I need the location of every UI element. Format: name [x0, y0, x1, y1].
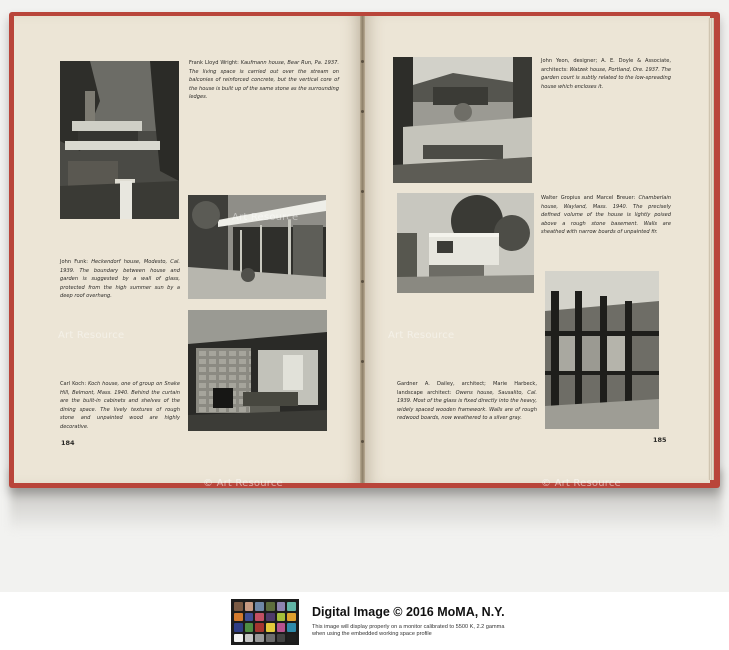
archive-footer [0, 592, 729, 650]
watermark: Art Resource [58, 330, 125, 341]
color-swatch [287, 634, 296, 643]
calibration-note: This image will display properly on a monitor calibrated to 5500 K, 2.2 gamma when using the embedded working space profile [312, 624, 505, 638]
color-swatch [255, 613, 264, 622]
left-page [14, 16, 362, 483]
color-swatch [245, 613, 254, 622]
watermark: © Art Resource [203, 478, 283, 489]
color-swatch [255, 634, 264, 643]
stitch-mark [361, 360, 364, 363]
watermark: Art Resource [232, 212, 299, 223]
stitch-mark [361, 280, 364, 283]
photo-heckendorf-house [188, 195, 326, 299]
caption-architect: Carl Koch: [60, 381, 87, 387]
color-swatch [266, 602, 275, 611]
stitch-mark [361, 190, 364, 193]
color-swatch [245, 634, 254, 643]
color-swatch [287, 613, 296, 622]
caption-architect: John Funk: [60, 259, 89, 265]
caption-chamberlain [541, 194, 671, 237]
right-page [364, 16, 710, 483]
color-swatch [277, 602, 286, 611]
color-swatch [245, 623, 254, 632]
color-swatch [234, 623, 243, 632]
photo-owens-house [545, 271, 659, 429]
color-calibration-chart [231, 599, 299, 645]
color-swatch [277, 623, 286, 632]
page-number-right: 185 [653, 436, 667, 444]
caption-text: Koch house, one of group on Snake Hill, Belmont, Mass. 1940. Behind the curtain are the built-in cabinets and shelves of the dining space. The lively textures of rough stone and unpainted wood are highly decorative. [60, 381, 180, 430]
color-swatch [277, 613, 286, 622]
caption-architect: Walter Gropius and Marcel Breuer: [541, 195, 636, 201]
stitch-mark [361, 440, 364, 443]
stitch-mark [361, 110, 364, 113]
book-gutter [360, 16, 365, 483]
color-swatch [287, 602, 296, 611]
color-swatch [234, 602, 243, 611]
watermark: © Art Resource [541, 478, 621, 489]
watermark: Art Resource [388, 330, 455, 341]
caption-watzek [541, 57, 671, 91]
caption-text: Watzek house, Portland, Ore. 1937. The garden court is subtly related to the low-spreading house which encloses it. [541, 66, 672, 90]
color-swatch [255, 602, 264, 611]
caption-architect: John Yeon, designer; A. E. Doyle & Associate, architects: [541, 58, 671, 73]
caption-owens [397, 380, 537, 423]
color-swatch [255, 623, 264, 632]
color-swatch [234, 634, 243, 643]
caption-text: Heckendorf house, Modesto, Cal. 1939. The boundary between house and garden is suggested by a wall of glass, protected from the high summer sun by a deep roof overhang. [60, 259, 181, 300]
caption-architect: Frank Lloyd Wright: [189, 60, 239, 66]
color-swatch [234, 613, 243, 622]
color-swatch [277, 634, 286, 643]
image-credit: Digital Image © 2016 MoMA, N.Y. [312, 605, 505, 619]
page-edges [708, 18, 714, 480]
caption-heckendorf [60, 258, 180, 301]
color-swatch [266, 623, 275, 632]
color-swatch [287, 623, 296, 632]
color-swatch [245, 602, 254, 611]
stitch-mark [361, 60, 364, 63]
caption-text: Kaufmann house, Bear Run, Pa. 1937. The living space is carried out over the stream on balconies of reinforced concrete, but the vertical core of the house is built up of the same stone as the surrounding ledges. [189, 60, 339, 101]
caption-text: Owens house, Sausalito, Cal. 1939. Most of the glass is fixed directly into the heavy, widely spaced wooden framework. Walls are of rough redwood boards, now weathered to a silver gray. [397, 389, 537, 422]
photo-watzek-house [393, 57, 532, 183]
color-swatch [266, 634, 275, 643]
page-number-left: 184 [61, 439, 75, 447]
photo-kaufmann-house [60, 61, 179, 219]
caption-text: Chamberlain house, Wayland, Mass. 1940. The precisely defined volume of the house is lightly poised above a rough stone basement. Walls are sheathed with narrow boards of unpainted fir. [541, 195, 671, 236]
color-swatch [266, 613, 275, 622]
photo-koch-house [188, 310, 327, 431]
caption-kaufmann [189, 59, 339, 102]
caption-architect: Gardner A. Dailey, architect; Marie Harbeck, landscape architect: [397, 381, 537, 396]
caption-koch [60, 380, 180, 432]
photo-chamberlain-house [397, 193, 534, 293]
